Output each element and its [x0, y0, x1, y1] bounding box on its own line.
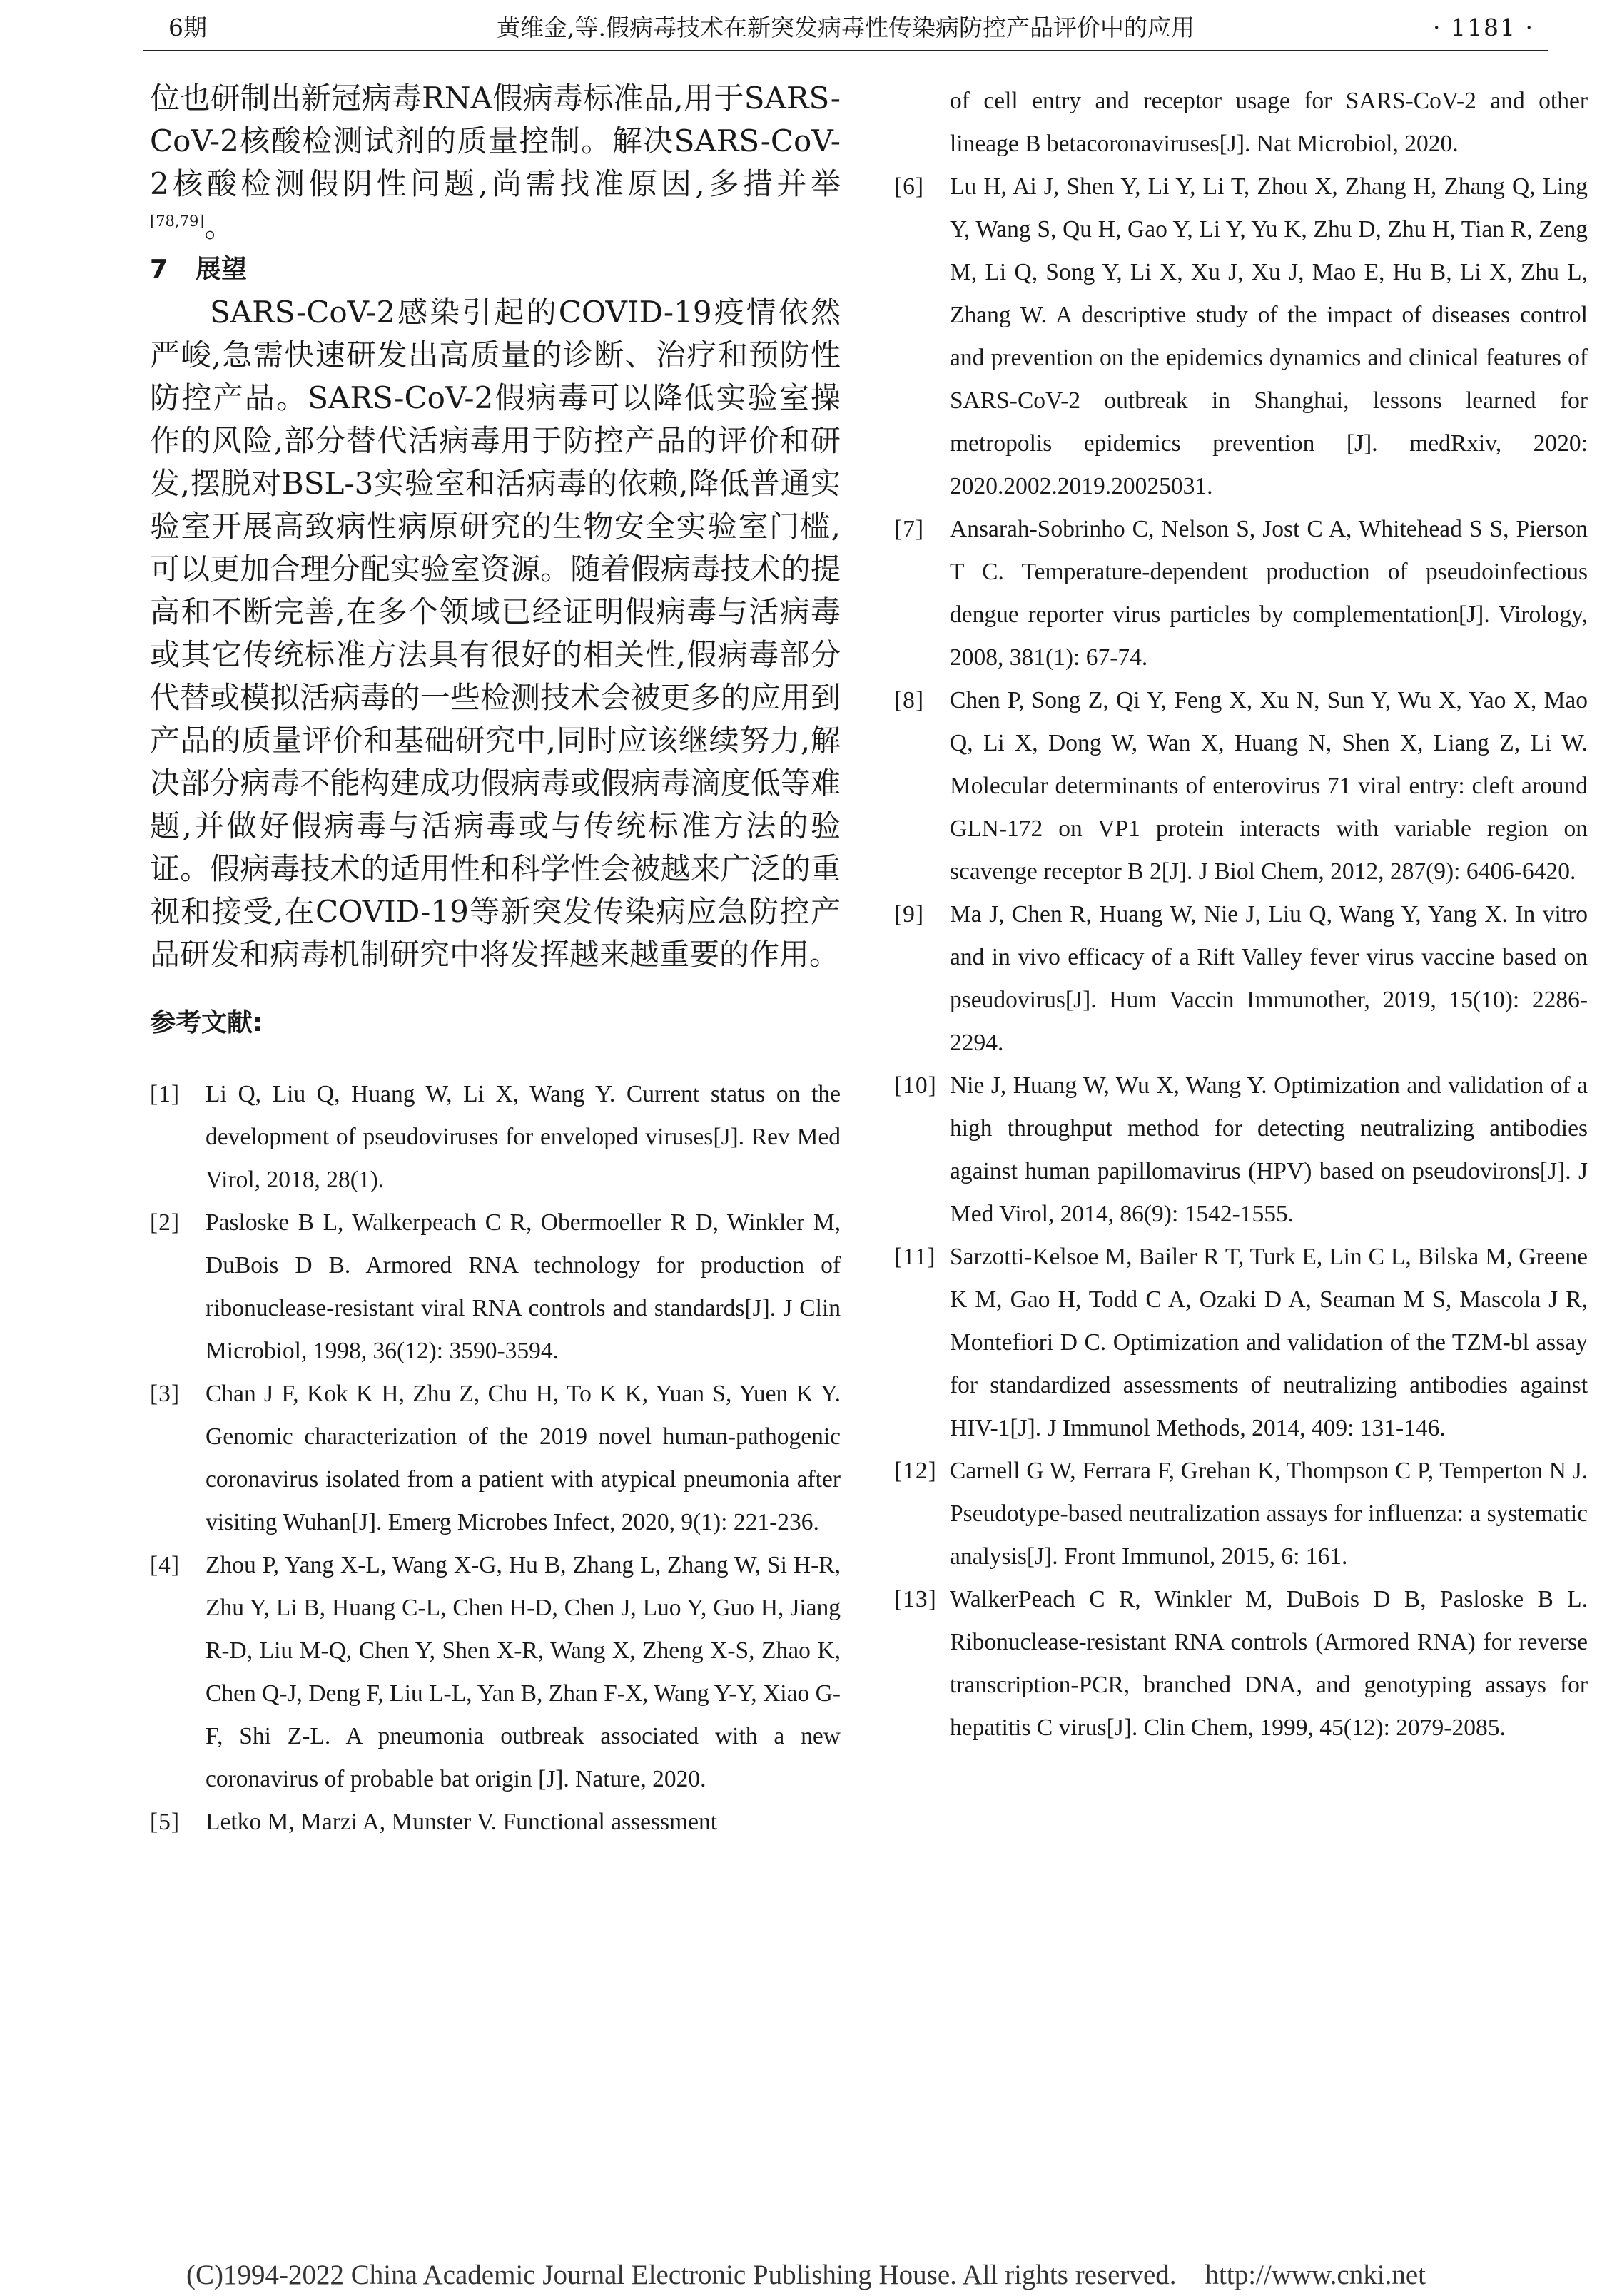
left-column [150, 77, 841, 1844]
reference-text: Ma J, Chen R, Huang W, Nie J, Liu Q, Wang Y, Yang X. In vitro and in vivo efficacy of a Rift Valley fever virus vaccine based on pseudovirus[J]. Hum Vaccin Immunother, 2019, 15(10): 2286-2294. [950, 901, 1588, 1056]
reference-number: [2] [150, 1209, 181, 1236]
reference-item [894, 166, 1588, 508]
references-heading: 参考文献: [150, 1008, 263, 1037]
section-number: 7 [150, 255, 168, 284]
paragraph-qc-text: 位也研制出新冠病毒RNA假病毒标准品,用于SARS-CoV-2核酸检测试剂的质量控制。解决SARS-CoV-2核酸检测假阴性问题,尚需找准原因,多措并举 [150, 81, 841, 201]
reference-text: Ansarah-Sobrinho C, Nelson S, Jost C A, Whitehead S S, Pierson T C. Temperature-dependent production of pseudoinfectious dengue reporter virus particles by complementation[J]. Virology, 2008, 381(1): 67-74. [950, 516, 1588, 671]
reference-number: [4] [150, 1552, 181, 1578]
reference-number: [3] [150, 1381, 181, 1407]
reference-text: Sarzotti-Kelsoe M, Bailer R T, Turk E, Lin C L, Bilska M, Greene K M, Gao H, Todd C A, Ozaki D A, Seaman M S, Mascola J R, Montefiori D C. Optimization and validation of the TZM-bl assay for standardized assessments of neutralizing antibodies against HIV-1[J]. J Immunol Methods, 2014, 409: 131-146. [950, 1244, 1588, 1441]
reference-number: [5] [150, 1809, 181, 1835]
reference-item [894, 1065, 1588, 1236]
reference-text: Pasloske B L, Walkerpeach C R, Obermoeller R D, Winkler M, DuBois D B. Armored RNA technology for production of ribonuclease-resistant viral RNA controls and standards[J]. J Clin Microbiol, 1998, 36(12): 3590-3594. [206, 1209, 841, 1364]
reference-text: Nie J, Huang W, Wu X, Wang Y. Optimization and validation of a high throughput method for detecting neutralizing antibodies against human papillomavirus (HPV) based on pseudovirons[J]. J Med Virol, 2014, 86(9): 1542-1555. [950, 1072, 1588, 1227]
reference-text: Li Q, Liu Q, Huang W, Li X, Wang Y. Current status on the development of pseudoviruses for enveloped viruses[J]. Rev Med Virol, 2018, 28(1). [206, 1081, 841, 1193]
running-title: 黄维金,等.假病毒技术在新突发病毒性传染病防控产品评价中的应用 [497, 14, 1195, 41]
reference-item [894, 1450, 1588, 1578]
reference-number: [1] [150, 1081, 181, 1107]
paragraph-outlook: SARS-CoV-2感染引起的COVID-19疫情依然严峻,急需快速研发出高质量的诊断、治疗和预防性防控产品。SARS-CoV-2假病毒可以降低实验室操作的风险,部分替代活病毒用于防控产品的评价和研发,摆脱对BSL-3实验室和活病毒的依赖,降低普通实验室开展高致病性病原研究的生物安全实验室门槛,可以更加合理分配实验室资源。随着假病毒技术的提高和不断完善,在多个领域已经证明假病毒与活病毒或其它传统标准方法具有很好的相关性,假病毒部分代替或模拟活病毒的一些检测技术会被更多的应用到产品的质量评价和基础研究中,同时应该继续努力,解决部分病毒不能构建成功假病毒或假病毒滴度低等难题,并做好假病毒与活病毒或与传统标准方法的验证。假病毒技术的适用性和科学性会被越来广泛的重视和接受,在COVID-19等新突发传染病应急防控产品研发和病毒机制研究中将发挥越来越重要的作用。 [150, 295, 841, 972]
reference-list-right [894, 166, 1588, 1749]
reference-text: Lu H, Ai J, Shen Y, Li Y, Li T, Zhou X, Zhang H, Zhang Q, Ling Y, Wang S, Qu H, Gao Y, Li Y, Yu K, Zhu D, Zhu H, Tian R, Zeng M, Li Q, Song Y, Li X, Xu J, Xu J, Mao E, Hu B, Li X, Zhu L, Zhang W. A descriptive study of the impact of diseases control and prevention on the epidemics dynamics and clinical features of SARS-CoV-2 outbreak in Shanghai, lessons learned for metropolis epidemics prevention [J]. medRxiv, 2020: 2020.2002.2019.20025031. [950, 173, 1588, 499]
reference-item [150, 1544, 841, 1801]
section-title: 展望 [196, 255, 248, 284]
reference-text: Carnell G W, Ferrara F, Grehan K, Thompson C P, Temperton N J. Pseudotype-based neutralization assays for influenza: a systematic analysis[J]. Front Immunol, 2015, 6: 161. [950, 1458, 1588, 1570]
reference-item [894, 679, 1588, 893]
reference-text: Zhou P, Yang X-L, Wang X-G, Hu B, Zhang L, Zhang W, Si H-R, Zhu Y, Li B, Huang C-L, Chen H-D, Chen J, Luo Y, Guo H, Jiang R-D, Liu M-Q, Chen Y, Shen X-R, Wang X, Zheng X-S, Zhao K, Chen Q-J, Deng F, Liu L-L, Yan B, Zhan F-X, Wang Y-Y, Xiao G-F, Shi Z-L. A pneumonia outbreak associated with a new coronavirus of probable bat origin [J]. Nature, 2020. [206, 1552, 841, 1792]
reference-number: [11] [894, 1244, 936, 1270]
citation-78-79: [78,79] [150, 213, 205, 230]
reference-item [150, 1373, 841, 1544]
reference-item [894, 893, 1588, 1065]
copyright-footer [0, 2258, 1612, 2292]
reference-item [894, 1578, 1588, 1749]
footer-url[interactable]: http://www.cnki.net [1205, 2260, 1426, 2290]
paragraph-qc-end: 。 [204, 209, 235, 244]
reference-number: [7] [894, 516, 925, 542]
section-heading-outlook [150, 248, 841, 291]
copyright-text: (C)1994-2022 China Academic Journal Electronic Publishing House. All rights reserved. [186, 2260, 1177, 2290]
paragraph-qc [150, 77, 841, 248]
reference-number: [9] [894, 901, 925, 928]
reference-text: Letko M, Marzi A, Munster V. Functional assessment [206, 1809, 718, 1835]
reference-text: Chan J F, Kok K H, Zhu Z, Chu H, To K K, Yuan S, Yuen K Y. Genomic characterization of the 2019 novel human-pathogenic coronavirus isolated from a patient with atypical pneumonia after visiting Wuhan[J]. Emerg Microbes Infect, 2020, 9(1): 221-236. [206, 1381, 841, 1535]
page-number: · 1181 · [1433, 14, 1534, 41]
reference-list-left [150, 1073, 841, 1844]
reference-text: Chen P, Song Z, Qi Y, Feng X, Xu N, Sun Y, Wu X, Yao X, Mao Q, Li X, Dong W, Wan X, Huang N, Shen X, Liang Z, Li W. Molecular determinants of enterovirus 71 viral entry: cleft around GLN-172 on VP1 protein interacts with variable region on scavenge receptor B 2[J]. J Biol Chem, 2012, 287(9): 6406-6420. [950, 687, 1588, 885]
reference-item [150, 1073, 841, 1202]
running-header [143, 6, 1548, 51]
reference-number: [6] [894, 173, 925, 200]
reference-text: WalkerPeach C R, Winkler M, DuBois D B, Pasloske B L. Ribonuclease-resistant RNA controls (Armored RNA) for reverse transcription-PCR, branched DNA, and genotyping assays for hepatitis C virus[J]. Clin Chem, 1999, 45(12): 2079-2085. [950, 1586, 1588, 1741]
reference-item [894, 1236, 1588, 1450]
reference-item [150, 1202, 841, 1373]
reference-number: [10] [894, 1072, 937, 1099]
reference-number: [13] [894, 1586, 937, 1612]
issue-label: 6期 [168, 14, 207, 41]
reference-item [150, 1801, 841, 1844]
reference-number: [12] [894, 1458, 937, 1484]
right-column [894, 80, 1588, 1749]
reference-continuation: of cell entry and receptor usage for SARS-CoV-2 and other lineage B betacoronaviruses[J]. Nat Microbiol, 2020. [950, 88, 1588, 157]
reference-item [894, 508, 1588, 679]
reference-number: [8] [894, 687, 925, 713]
